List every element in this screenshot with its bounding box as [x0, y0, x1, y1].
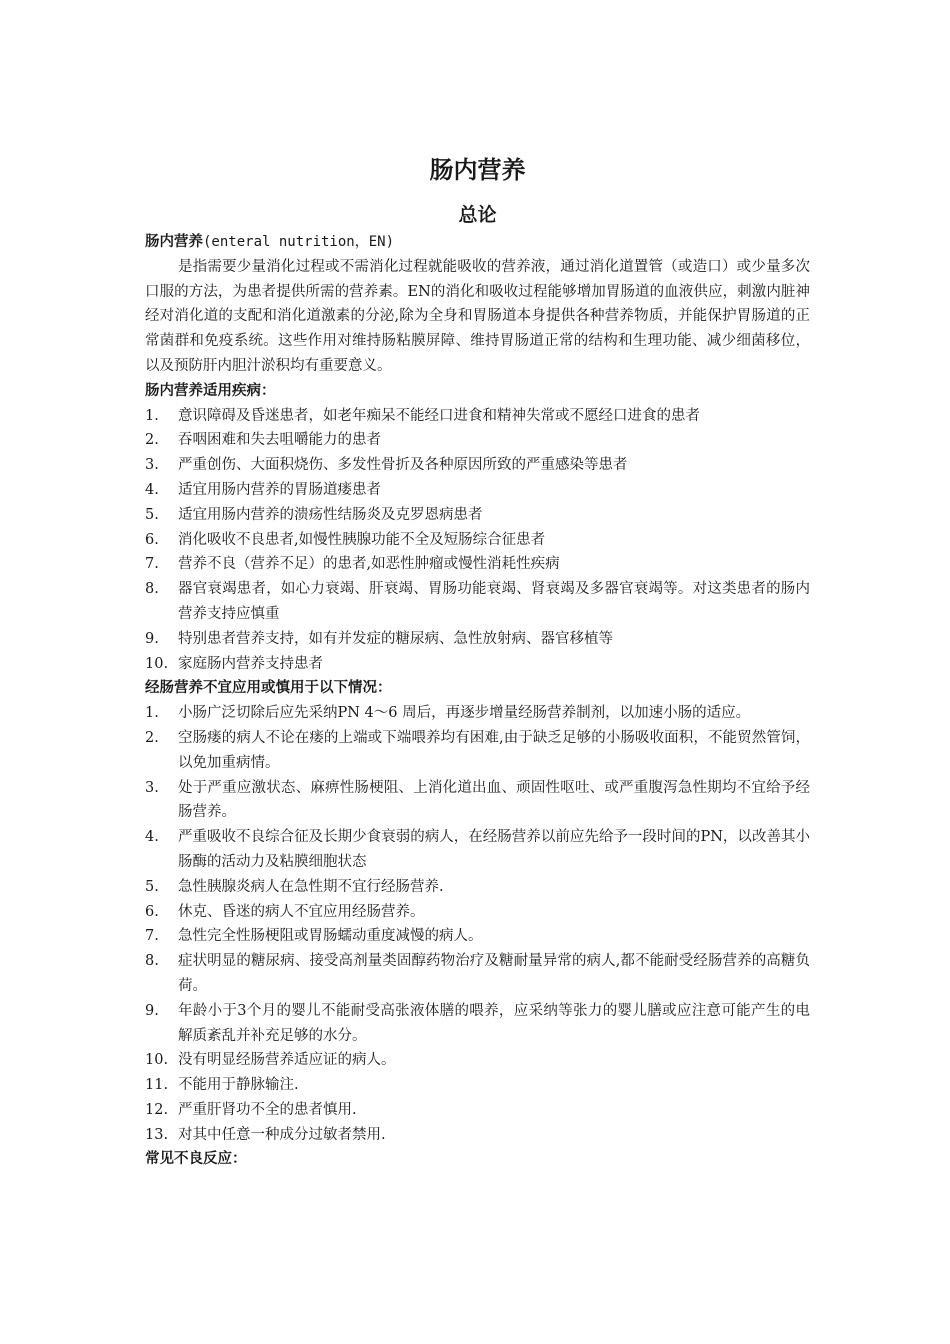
list-item-text: 严重肝肾功不全的患者慎用.: [178, 1101, 357, 1118]
list-item-text: 消化吸收不良患者,如慢性胰腺功能不全及短肠综合征患者: [178, 531, 546, 548]
list-item-number: 6.: [145, 531, 159, 548]
page-title: 肠内营养: [429, 156, 526, 184]
list-item-text: 处于严重应激状态、麻痹性肠梗阻、上消化道出血、顽固性呕吐、或严重腹泻急性期均不宜给予经肠营养。: [178, 779, 810, 821]
list-item-text: 器官衰竭患者，如心力衰竭、肝衰竭、胃肠功能衰竭、肾衰竭及多器官衰竭等。对这类患者的肠内营养支持应慎重: [178, 581, 810, 622]
list-item-number: 1.: [145, 407, 159, 424]
list-item-number: 8.: [145, 953, 159, 970]
list-item-text: 急性胰腺炎病人在急性期不宜行经肠营养.: [178, 878, 444, 895]
list-item-number: 10.: [145, 1052, 169, 1069]
list-item-number: 4.: [145, 829, 159, 846]
definition-term-en: (enteral nutrition，EN): [203, 234, 395, 250]
list-item-number: 10.: [145, 655, 169, 672]
list-item: [145, 627, 810, 652]
list-item: [145, 900, 810, 925]
list-item-number: 3.: [145, 779, 159, 796]
contraindications-list: [145, 701, 810, 1147]
indications-list: [145, 404, 810, 677]
list-item: [145, 875, 810, 900]
list-item-text: 营养不良（营养不足）的患者,如恶性肿瘤或慢性消耗性疾病: [178, 556, 560, 573]
list-item: [145, 428, 810, 453]
list-item-text: 适宜用肠内营养的胃肠道瘘患者: [178, 481, 381, 498]
list-item: [145, 478, 810, 503]
list-item-text: 没有明显经肠营养适应证的病人。: [178, 1052, 396, 1069]
definition-paragraph: 是指需要少量消化过程或不需消化过程就能吸收的营养液，通过消化道置管（或造口）或少量多次口服的方法，为患者提供所需的营养素。EN的消化和吸收过程能够增加胃肠道的血液供应，刺激内脏神经对消化道的支配和消化道激素的分泌,除为全身和胃肠道本身提供各种营养物质，并能保护胃肠道的正常菌群和免疫系统。这些作用对维持肠粘膜屏障、维持胃肠道正常的结构和生理功能、减少细菌移位，以及预防肝内胆汁淤积均有重要意义。: [145, 258, 810, 374]
list-item-text: 吞咽困难和失去咀嚼能力的患者: [178, 432, 381, 449]
list-item-number: 12.: [145, 1101, 169, 1118]
list-item: [145, 453, 810, 478]
list-item-number: 11.: [145, 1077, 169, 1094]
list-item: [145, 404, 810, 429]
list-item-text: 小肠广泛切除后应先采纳PN 4～6 周后，再逐步增量经肠营养制剂，以加速小肠的适应。: [178, 705, 751, 722]
list-item-number: 1.: [145, 705, 159, 722]
list-item-number: 2.: [145, 729, 159, 746]
list-item-text: 空肠瘘的病人不论在瘘的上端或下端喂养均有困难,由于缺乏足够的小肠吸收面积，不能贸然管饲，以免加重病情。: [178, 729, 810, 771]
list-item-number: 5.: [145, 878, 159, 895]
list-item-text: 对其中任意一种成分过敏者禁用.: [178, 1126, 386, 1143]
list-item-number: 5.: [145, 506, 159, 523]
list-item: [145, 825, 810, 875]
list-item-text: 适宜用肠内营养的溃疡性结肠炎及克罗恩病患者: [178, 506, 483, 523]
definition-term: 肠内营养: [145, 234, 203, 250]
list-item: [145, 652, 810, 677]
list-item: [145, 1073, 810, 1098]
list-item: [145, 1098, 810, 1123]
list-item-text: 急性完全性肠梗阻或胃肠蠕动重度减慢的病人。: [178, 928, 483, 945]
list-item-number: 9.: [145, 630, 159, 647]
list-item-text: 严重创伤、大面积烧伤、多发性骨折及各种原因所致的严重感染等患者: [178, 457, 628, 474]
list-item: [145, 528, 810, 553]
list-item: [145, 503, 810, 528]
list-item: [145, 776, 810, 826]
list-item: [145, 577, 810, 627]
list-item-number: 4.: [145, 481, 159, 498]
list-item-number: 7.: [145, 556, 159, 573]
list-item: [145, 1123, 810, 1148]
list-item-text: 意识障碍及昏迷患者，如老年痴呆不能经口进食和精神失常或不愿经口进食的患者: [178, 407, 700, 424]
list-item: [145, 701, 810, 726]
list-item-number: 6.: [145, 903, 159, 920]
list-item: [145, 999, 810, 1049]
list-item-text: 年龄小于3个月的婴儿不能耐受高张液体膳的喂养，应采纳等张力的婴儿膳或应注意可能产生的电解质紊乱并补充足够的水分。: [178, 1002, 810, 1044]
list-item-text: 症状明显的糖尿病、接受高剂量类固醇药物治疗及糖耐量异常的病人,都不能耐受经肠营养的高糖负荷。: [178, 953, 810, 994]
definition-heading: [145, 230, 810, 255]
list-item: [145, 552, 810, 577]
list-item-number: 7.: [145, 928, 159, 945]
document-page: [145, 150, 810, 1172]
list-item-number: 3.: [145, 457, 159, 474]
list-item: [145, 924, 810, 949]
list-item-number: 8.: [145, 581, 159, 598]
list-item-text: 休克、昏迷的病人不宜应用经肠营养。: [178, 903, 425, 920]
list-item-number: 9.: [145, 1002, 159, 1019]
list-item: [145, 949, 810, 999]
contraindications-heading: 经肠营养不宜应用或慎用于以下情况：: [145, 680, 392, 697]
indications-heading: 肠内营养适用疾病：: [145, 382, 276, 399]
list-item: [145, 1048, 810, 1073]
list-item-text: 特别患者营养支持，如有并发症的糖尿病、急性放射病、器官移植等: [178, 630, 613, 647]
adverse-reactions-heading: 常见不良反应：: [145, 1151, 247, 1168]
section-title: 总论: [458, 204, 497, 226]
list-item-number: 13.: [145, 1126, 169, 1143]
list-item: [145, 726, 810, 776]
list-item-text: 不能用于静脉输注.: [178, 1077, 299, 1094]
list-item-text: 严重吸收不良综合征及长期少食衰弱的病人，在经肠营养以前应先给予一段时间的PN，以改善其小肠酶的活动力及粘膜细胞状态: [178, 829, 810, 870]
list-item-number: 2.: [145, 432, 159, 449]
list-item-text: 家庭肠内营养支持患者: [178, 655, 323, 672]
